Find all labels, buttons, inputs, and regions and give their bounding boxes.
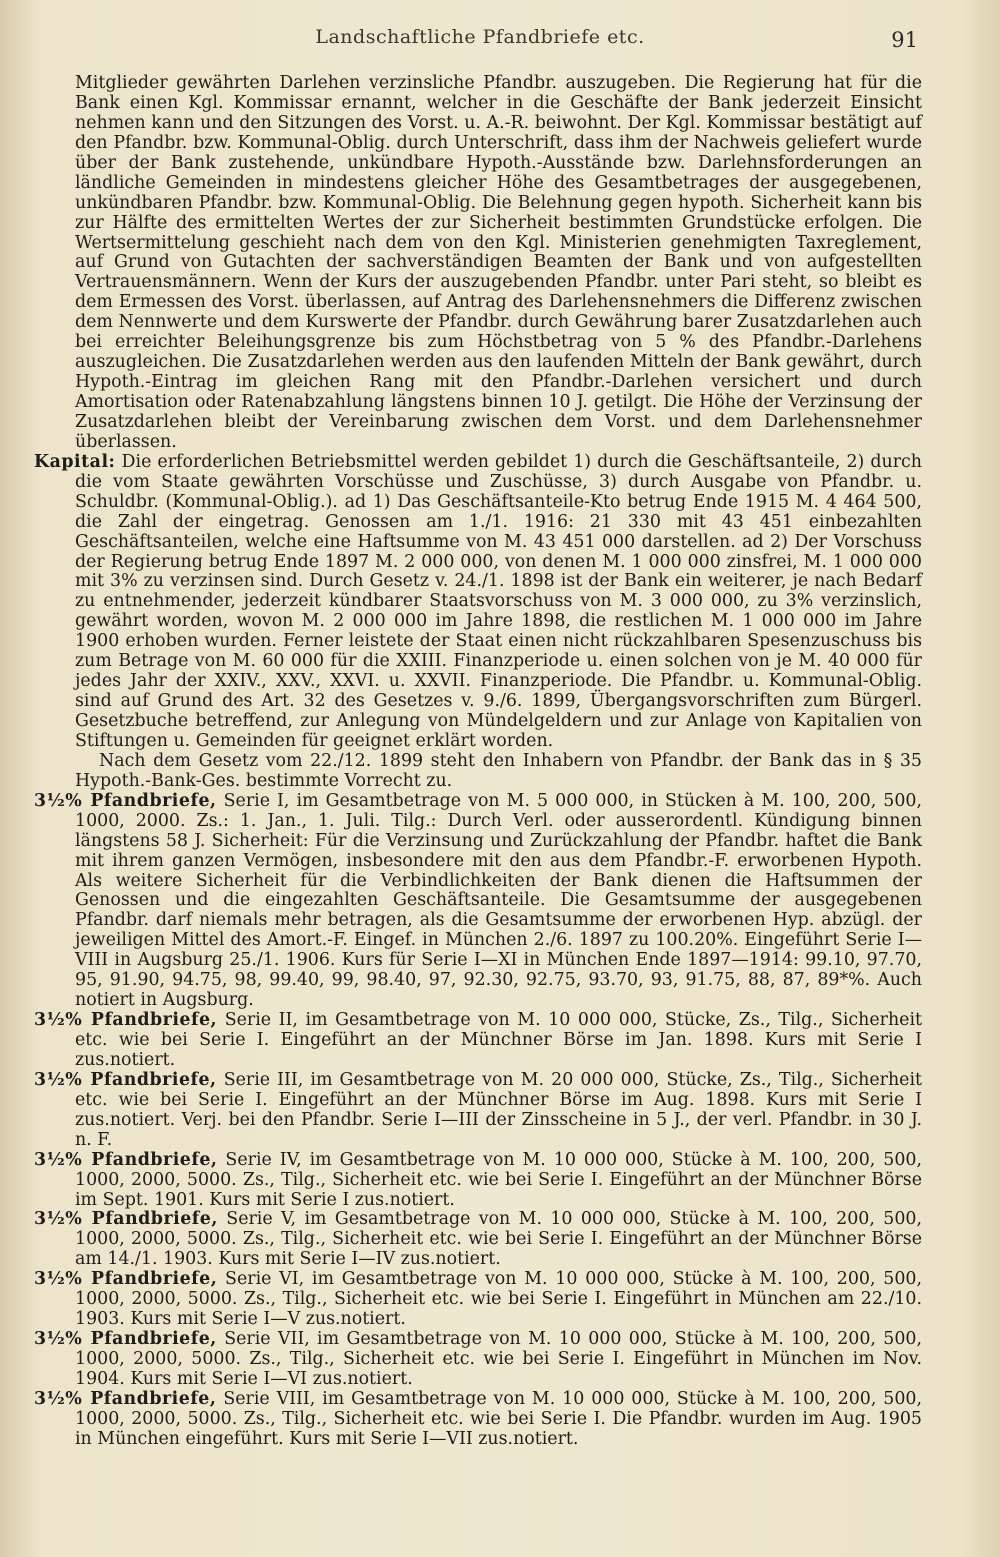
paragraph-text: Serie III, im Gesamtbetrage von M. 20 000 000, Stücke, Zs., Tilg., Sicherheit etc. wie bei Serie I. Eingeführt an der Münchner Börse im Aug. 1898. Kurs mit Serie I zus.notiert. Verj. bei den Pfandbr. Serie I—III der Zinsscheine in 5 J., der verl. Pfandbr. in 30 J. n. F. — [75, 1069, 922, 1150]
paragraph-lead: 3½% Pfandbriefe, — [34, 1269, 218, 1290]
paragraph — [34, 1270, 922, 1330]
paragraph-text: Serie VII, im Gesamtbetrage von M. 10 000 000, Stücke à M. 100, 200, 500, 1000, 2000, 5000. Zs., Tilg., Sicherheit etc. wie bei Serie I. Eingeführt in München im Nov. 1904. Kurs mit Serie I—VI zus.notiert. — [75, 1329, 923, 1389]
paragraph-lead: 3½% Pfandbriefe, — [34, 1388, 217, 1409]
paragraph-text: Serie I, im Gesamtbetrage von M. 5 000 000, in Stücken à M. 100, 200, 500, 1000, 2000. Zs.: 1. Jan., 1. Juli. Tilg.: Durch Verl. oder ausserordentl. Kündigung binnen längstens 58 J. Sicherheit: Für die Verzinsung und Zurückzahlung der Pfandbr. haftet die Bank mit ihrem ganzen Vermögen, insbesondere mit den aus dem Pfandbr.-F. erworbenen Hypoth. Als weitere Sicherheit für die Verbindlichkeiten der Bank dienen die Haftsummen der Genossen und die eingezahlten Geschäftsanteile. Die Gesamtsumme der ausgegebenen Pfandbr. darf niemals mehr betragen, als die Gesamtsumme der erworbenen Hyp. abzügl. der jeweiligen Mittel des Amort.-F. Eingef. in München 2./6. 1897 zu 100.20%. Eingeführt Serie I—VIII in Augsburg 25./1. 1906. Kurs für Serie I—XI in München Ende 1897—1914: 99.10, 97.70, 95, 91.90, 94.75, 98, 99.40, 99, 98.40, 97, 92.30, 92.75, 93.70, 93, 91.75, 88, 87, 89*%. Auch notiert in Augsburg. — [75, 790, 922, 1011]
paragraph — [34, 1011, 922, 1071]
paragraph — [34, 1390, 922, 1450]
body-text — [34, 74, 922, 1450]
paragraph-lead: 3½% Pfandbriefe, — [34, 1209, 218, 1230]
paragraph-lead: 3½% Pfandbriefe, — [34, 1149, 218, 1170]
paragraph — [34, 752, 922, 792]
paragraph-text: Mitglieder gewährten Darlehen verzinsliche Pfandbr. auszugeben. Die Regierung hat für die Bank einen Kgl. Kommissar ernannt, welcher in die Geschäfte der Bank jederzeit Einsicht nehmen kann und den Sitzungen des Vorst. u. A.-R. beiwohnt. Der Kgl. Kommissar bestätigt auf den Pfandbr. bzw. Kommunal-Oblig. durch Unterschrift, dass ihm der Nachweis geliefert wurde über der Bank zustehende, unkündbare Hypoth.-Ausstände bzw. Darlehnsforderungen an ländliche Gemeinden in mindestens gleicher Höhe des Gesamtbetrages der ausgegebenen, unkündbaren Pfandbr. bzw. Kommunal-Oblig. Die Belehnung gegen hypoth. Sicherheit kann bis zur Hälfte des ermittelten Wertes der zur Sicherheit bestimmten Grundstücke erfolgen. Die Wertsermittelung geschieht nach dem von den Kgl. Ministerien genehmigten Taxreglement, auf Grund von Gutachten der sachverständigen Beamten der Bank und von aufgestellten Vertrauensmännern. Wenn der Kurs der auszugebenden Pfandbr. unter Pari steht, so bleibt es dem Ermessen des Vorst. überlassen, auf Antrag des Darlehensnehmers die Differenz zwischen dem Nennwerte und dem Kurswerte der Pfandbr. durch Gewährung barer Zusatzdarlehen auch bei erreichter Beleihungsgrenze bis zum Höchstbetrag von 5 % des Pfandbr.-Darlehens auszugleichen. Die Zusatzdarlehen werden aus den laufenden Mitteln der Bank gewährt, durch Hypoth.-Eintrag im gleichen Rang mit den Pfandbr.-Darlehen versichert und durch Amortisation oder Ratenabzahlung längstens binnen 10 J. getilgt. Die Höhe der Verzinsung der Zusatzdarlehen bleibt der Vereinbarung zwischen dem Vorst. und dem Darlehensnehmer überlassen. — [75, 73, 922, 452]
paragraph — [34, 74, 922, 453]
paragraph — [34, 1071, 922, 1151]
paragraph — [34, 1210, 922, 1270]
paragraph — [34, 1330, 922, 1390]
paragraph-text: Serie V, im Gesamtbetrage von M. 10 000 000, Stücke à M. 100, 200, 500, 1000, 2000, 5000. Zs., Tilg., Sicherheit etc. wie bei Serie I. Eingeführt an der Münchner Börse am 14./1. 1903. Kurs mit Serie I—IV zus.notiert. — [75, 1209, 922, 1270]
paragraph-lead: 3½% Pfandbriefe, — [34, 1069, 217, 1090]
paragraph — [34, 792, 922, 1011]
paragraph — [34, 453, 922, 752]
paragraph-lead: Kapital: — [34, 451, 116, 472]
paragraph-text: Serie VIII, im Gesamtbetrage von M. 10 000 000, Stücke à M. 100, 200, 500, 1000, 2000, 5000. Zs., Tilg., Sicherheit etc. wie bei Serie I. Die Pfandbr. wurden im Aug. 1905 in München eingeführt. Kurs mit Serie I—VII zus.notiert. — [75, 1388, 922, 1449]
paragraph-text: Nach dem Gesetz vom 22./12. 1899 steht den Inhabern von Pfandbr. der Bank das in § 35 Hypoth.-Bank-Ges. bestimmte Vorrecht zu. — [75, 750, 922, 791]
running-head — [0, 26, 1000, 56]
running-title: Landschaftliche Pfandbriefe etc. — [315, 26, 645, 48]
paragraph-lead: 3½% Pfandbriefe, — [34, 790, 217, 811]
paragraph-text: Die erforderlichen Betriebsmittel werden gebildet 1) durch die Geschäftsanteile, 2) durch die vom Staate gewährten Vorschüsse und Zuschüsse, 3) durch Ausgabe von Pfandbr. u. Schuldbr. (Kommunal-Oblig.). ad 1) Das Geschäftsanteile-Kto betrug Ende 1915 M. 4 464 500, die Zahl der eingetrag. Genossen am 1./1. 1916: 21 330 mit 43 451 einbezahlten Geschäftsanteilen, welche eine Haftsumme von M. 43 451 000 darstellen. ad 2) Der Vorschuss der Regierung betrug Ende 1897 M. 2 000 000, von denen M. 1 000 000 zinsfrei, M. 1 000 000 mit 3% zu verzinsen sind. Durch Gesetz v. 24./1. 1898 ist der Bank ein weiterer, je nach Bedarf zu entnehmender, jederzeit kündbarer Staatsvorschuss von M. 3 000 000, zu 3% verzinslich, gewährt worden, wovon M. 2 000 000 im Jahre 1898, die restlichen M. 1 000 000 im Jahre 1900 erhoben wurden. Ferner leistete der Staat einen nicht rückzahlbaren Spesenzuschuss bis zum Betrage von M. 60 000 für die XXIII. Finanzperiode u. einen solchen von je M. 40 000 für jedes Jahr der XXIV., XXV., XXVI. u. XXVII. Finanzperiode. Die Pfandbr. u. Kommunal-Oblig. sind auf Grund des Art. 32 des Gesetzes v. 9./6. 1899, Übergangsvorschriften zum Bürgerl. Gesetzbuche betreffend, zur Anlegung von Mündelgeldern und zur Anlage von Kapitalien von Stiftungen u. Gemeinden für geeignet erklärt worden. — [75, 451, 922, 751]
paragraph-lead: 3½% Pfandbriefe, — [34, 1010, 218, 1031]
paragraph-text: Serie II, im Gesamtbetrage von M. 10 000 000, Stücke, Zs., Tilg., Sicherheit etc. wie bei Serie I. Eingeführt an der Münchner Börse im Jan. 1898. Kurs mit Serie I zus.notiert. — [75, 1010, 922, 1070]
page-number: 91 — [891, 28, 918, 52]
paragraph-lead: 3½% Pfandbriefe, — [34, 1329, 217, 1350]
paragraph-text: Serie VI, im Gesamtbetrage von M. 10 000 000, Stücke à M. 100, 200, 500, 1000, 2000, 5000. Zs., Tilg., Sicherheit etc. wie bei Serie I. Eingeführt in München am 22./10. 1903. Kurs mit Serie I—V zus.notiert. — [75, 1269, 922, 1330]
paragraph-text: Serie IV, im Gesamtbetrage von M. 10 000 000, Stücke à M. 100, 200, 500, 1000, 2000, 5000. Zs., Tilg., Sicherheit etc. wie bei Serie I. Eingeführt an der Münchner Börse im Sept. 1901. Kurs mit Serie I zus.notiert. — [75, 1149, 922, 1210]
paragraph — [34, 1151, 922, 1211]
